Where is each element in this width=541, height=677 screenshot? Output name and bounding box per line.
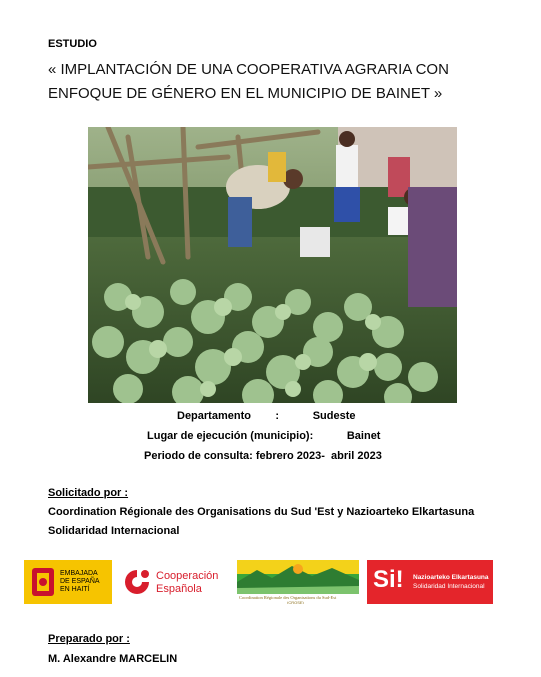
embajada-logo [24, 560, 112, 604]
crose-caption: Coordination Régionale des Organisations du Sud-Est [239, 595, 337, 600]
crose-abbrev: (CROSE) [287, 600, 304, 604]
si-mark: Si! [373, 566, 404, 593]
study-label: ESTUDIO [48, 38, 97, 50]
info-periodo: Periodo de consulta: febrero 2023- abril 2023 [144, 450, 382, 462]
cooperacion-line1: Cooperación [156, 570, 219, 582]
solicitado-heading: Solicitado por : [48, 487, 129, 499]
preparado-heading: Preparado por : [48, 633, 130, 645]
crose-logo [237, 560, 359, 604]
si-line1: Nazioarteko Elkartasuna [413, 574, 489, 581]
embajada-line3: EN HAITÍ [60, 586, 90, 593]
embajada-line2: DE ESPAÑA [60, 578, 100, 585]
info-departamento: Departamento : Sudeste [177, 410, 356, 422]
cover-photo [88, 127, 457, 403]
si-line2: Solidaridad Internacional [413, 583, 485, 590]
cooperacion-line2: Española [156, 583, 202, 595]
info-lugar: Lugar de ejecución (municipio): Bainet [147, 430, 381, 442]
document-title: « IMPLANTACIÓN DE UNA COOPERATIVA AGRARIA CON ENFOQUE DE GÉNERO EN EL MUNICIPIO DE BAINET » [48, 61, 449, 102]
embajada-line1: EMBAJADA [60, 570, 98, 577]
si-logo [367, 560, 493, 604]
solicitado-text: Coordination Régionale des Organisations du Sud 'Est y Nazioarteko Elkartasuna Solidaridad Internacional [48, 506, 475, 537]
preparado-text: M. Alexandre MARCELIN [48, 653, 178, 665]
cooperacion-logo [116, 560, 228, 604]
